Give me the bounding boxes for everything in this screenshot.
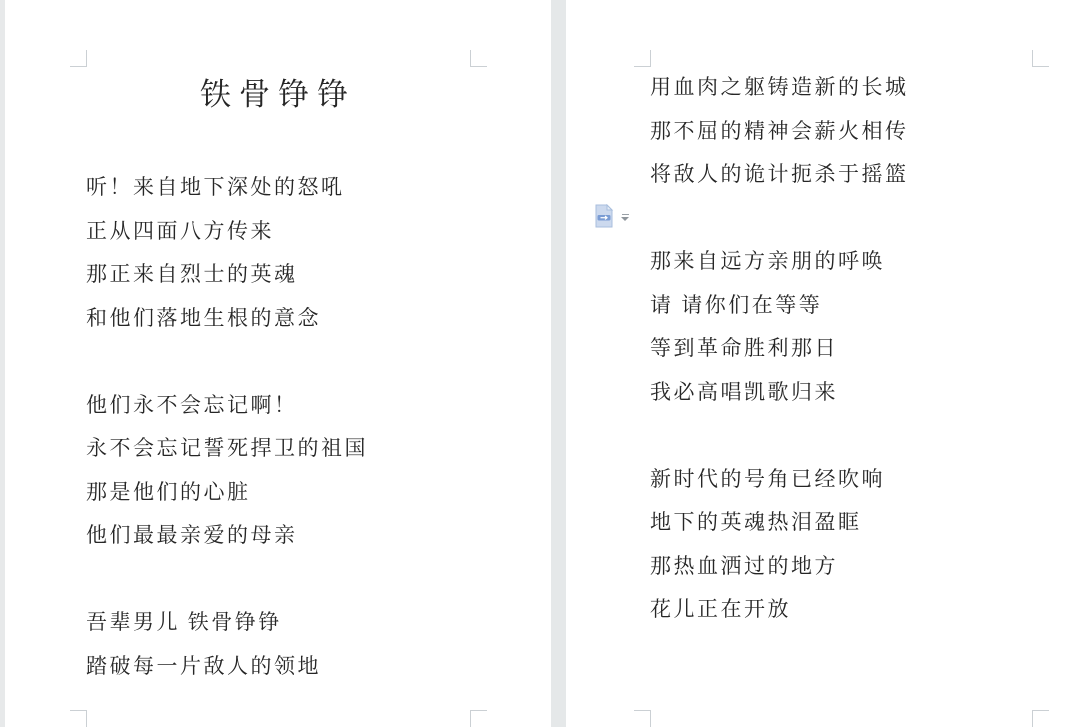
blank-line [650,197,1050,241]
poem-page-2[interactable] [650,66,1050,632]
poem-line[interactable]: 那是他们的心脏 [86,479,251,504]
poem-line[interactable]: 地下的英魂热泪盈眶 [650,510,862,534]
margin-mark-top-left-p1 [70,50,87,67]
page-gap [551,0,566,727]
poem-line[interactable]: 请 请你们在等等 [650,292,823,317]
poem-line[interactable]: 那正来自烈士的英魂 [86,262,298,286]
margin-mark-top-right-p2 [1032,50,1049,67]
poem-line[interactable]: 听！来自地下深处的怒吼 [86,175,345,199]
paste-options-icon [594,204,614,228]
poem-line[interactable]: 用血肉之躯铸造新的长城 [650,75,909,99]
margin-mark-bottom-left-p2 [634,710,651,727]
paste-options-button[interactable] [594,204,629,228]
poem-line[interactable]: 永不会忘记誓死捍卫的祖国 [86,436,368,460]
poem-line[interactable]: 那热血洒过的地方 [650,553,838,578]
poem-line[interactable]: 那不屈的精神会薪火相传 [650,118,909,143]
margin-mark-bottom-left-p1 [70,710,87,727]
poem-line[interactable]: 正从四面八方传来 [86,218,274,243]
poem-line[interactable]: 和他们落地生根的意念 [86,305,321,330]
chevron-down-icon [621,214,629,221]
app-background-edge [0,0,5,727]
margin-mark-top-right-p1 [470,50,487,67]
poem-line[interactable]: 等到革命胜利那日 [650,336,838,360]
blank-line [86,558,486,602]
margin-mark-bottom-right-p2 [1032,710,1049,727]
poem-line[interactable]: 踏破每一片敌人的领地 [86,653,321,678]
blank-line [86,340,486,384]
poem-title[interactable]: 铁骨铮铮 [200,77,356,112]
margin-mark-bottom-right-p1 [470,710,487,727]
blank-line [650,414,1050,458]
poem-line[interactable]: 新时代的号角已经吹响 [650,466,885,491]
poem-line[interactable]: 我必高唱凯歌归来 [650,379,838,404]
poem-line[interactable]: 他们永不会忘记啊！ [86,392,298,417]
poem-line[interactable]: 他们最最亲爱的母亲 [86,523,298,547]
poem-page-1[interactable] [86,166,486,688]
poem-line[interactable]: 那来自远方亲朋的呼唤 [650,249,885,273]
poem-line[interactable]: 吾辈男儿 铁骨铮铮 [86,610,282,634]
poem-line[interactable]: 花儿正在开放 [650,597,791,621]
margin-mark-top-left-p2 [634,50,651,67]
poem-line[interactable]: 将敌人的诡计扼杀于摇篮 [650,162,909,186]
